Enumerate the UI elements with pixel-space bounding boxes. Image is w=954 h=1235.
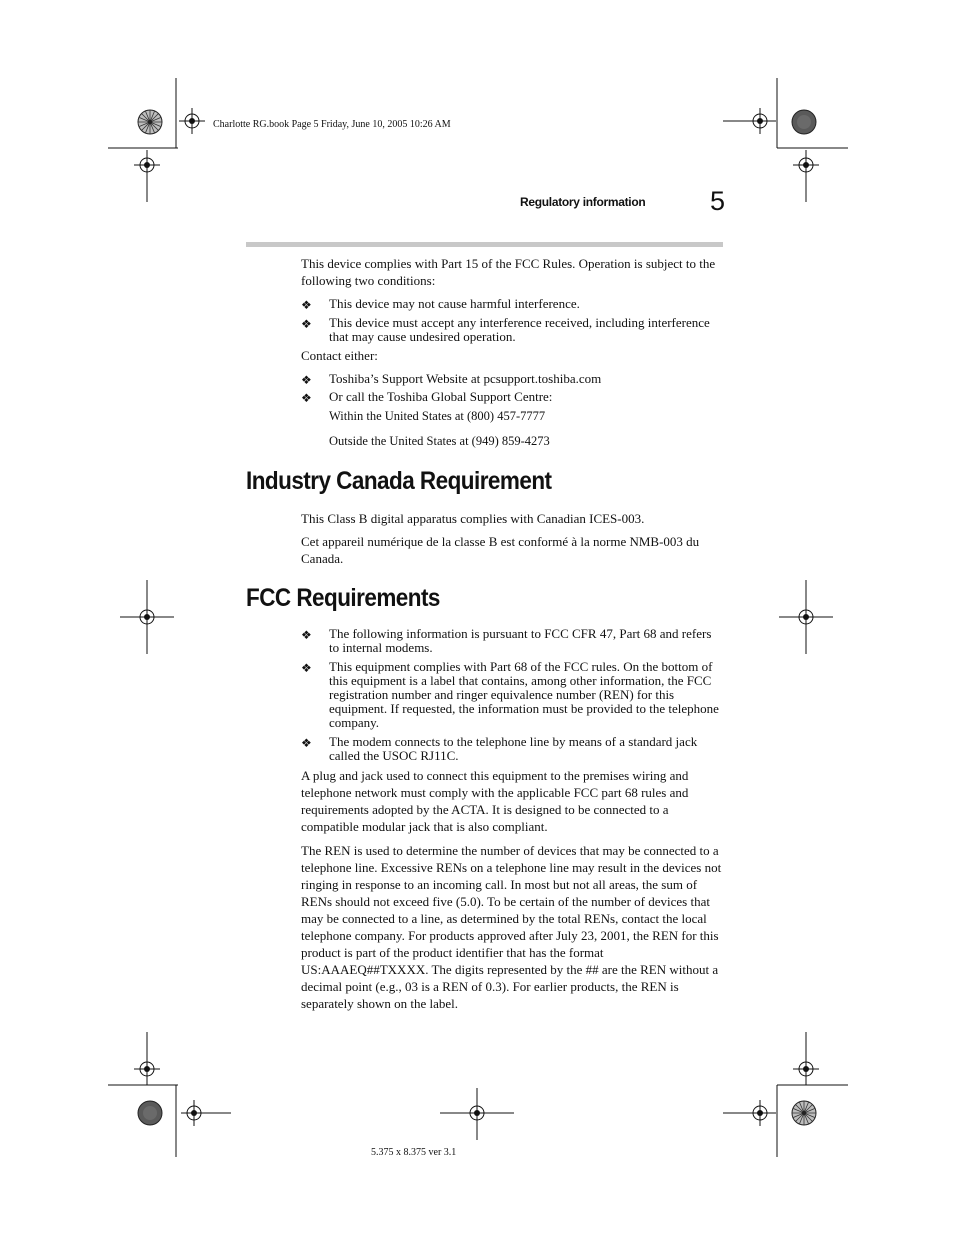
star-target-icon [792,1101,816,1125]
nmb-paragraph: Cet appareil numérique de la classe B est conformé à la norme NMB-003 du Canada. [301,534,700,566]
list-item [301,627,723,655]
phone-us: Within the United States at (800) 457-7777 [329,409,546,423]
page-number: 5 [710,186,726,216]
fcc-requirements-heading: FCC Requirements [246,584,440,612]
contact-text: Toshiba’s Support Website at pcsupport.toshiba.com [329,371,602,386]
dark-target-icon [138,1101,162,1125]
running-head: Regulatory information [520,195,646,209]
bullet-icon: ❖ [301,298,312,312]
phone-outside: Outside the United States at (949) 859-4273 [329,434,550,448]
contact-text: Or call the Toshiba Global Support Centre: [329,389,553,404]
footer-slug: 5.375 x 8.375 ver 3.1 [371,1147,457,1158]
fcc-bullet-text: The following information is pursuant to FCC CFR 47, Part 68 and refers to internal modems. [329,626,712,655]
fcc-bullet-text: The modem connects to the telephone line by means of a standard jack called the USOC RJ11C. [329,734,698,763]
condition-text: This device may not cause harmful interference. [329,296,580,311]
industry-canada-heading: Industry Canada Requirement [246,467,552,495]
header-rule [246,242,723,247]
star-target-icon [138,110,162,134]
bullet-icon: ❖ [301,661,312,675]
bullet-icon: ❖ [301,391,312,405]
list-item [301,735,723,763]
contact-label: Contact either: [301,348,378,363]
ices-paragraph: This Class B digital apparatus complies with Canadian ICES-003. [301,511,645,526]
list-item [301,316,723,344]
ren-paragraph: The REN is used to determine the number of devices that may be connected to a telephone line. Excessive RENs on a telephone line may result in the devices not ringing in response to an incoming call. In most but not all areas, the sum of RENs should not exceed five (5.0). To be certain of the number of devices that may be connected to a line, as determined by the total RENs, contact the local telephone company. For products approved after July 23, 2001, the REN for this product is part of the product identifier that has the format US:AAAEQ##TXXXX. The digits represented by the ## are the REN without a decimal point (e.g., 03 is a REN of 0.3). For earlier products, the REN is separately shown on the label. [301,843,722,1011]
plug-jack-paragraph: A plug and jack used to connect this equipment to the premises wiring and telephone network must comply with the applicable FCC part 68 rules and requirements adopted by the ACTA. It is designed to be connected to a compatible modular jack that is also compliant. [301,768,689,834]
list-item [301,372,723,389]
list-item [301,390,723,407]
book-slug: Charlotte RG.book Page 5 Friday, June 10, 2005 10:26 AM [213,119,451,130]
dark-target-icon [792,110,816,134]
registration-mark-icon [179,108,205,134]
bullet-icon: ❖ [301,628,312,642]
list-item [301,660,723,730]
condition-text: This device must accept any interference received, including interference that may cause undesired operation. [329,315,710,344]
bullet-icon: ❖ [301,317,312,331]
bullet-icon: ❖ [301,736,312,750]
list-item [301,297,723,314]
bullet-icon: ❖ [301,373,312,387]
fcc-part15-paragraph: This device complies with Part 15 of the FCC Rules. Operation is subject to the following two conditions: [301,256,716,288]
fcc-bullet-text: This equipment complies with Part 68 of the FCC rules. On the bottom of this equipment is a label that contains, among other information, the FCC registration number and ringer equivalence number (REN) for this equipment. If requested, the information must be provided to the telephone company. [329,659,719,730]
